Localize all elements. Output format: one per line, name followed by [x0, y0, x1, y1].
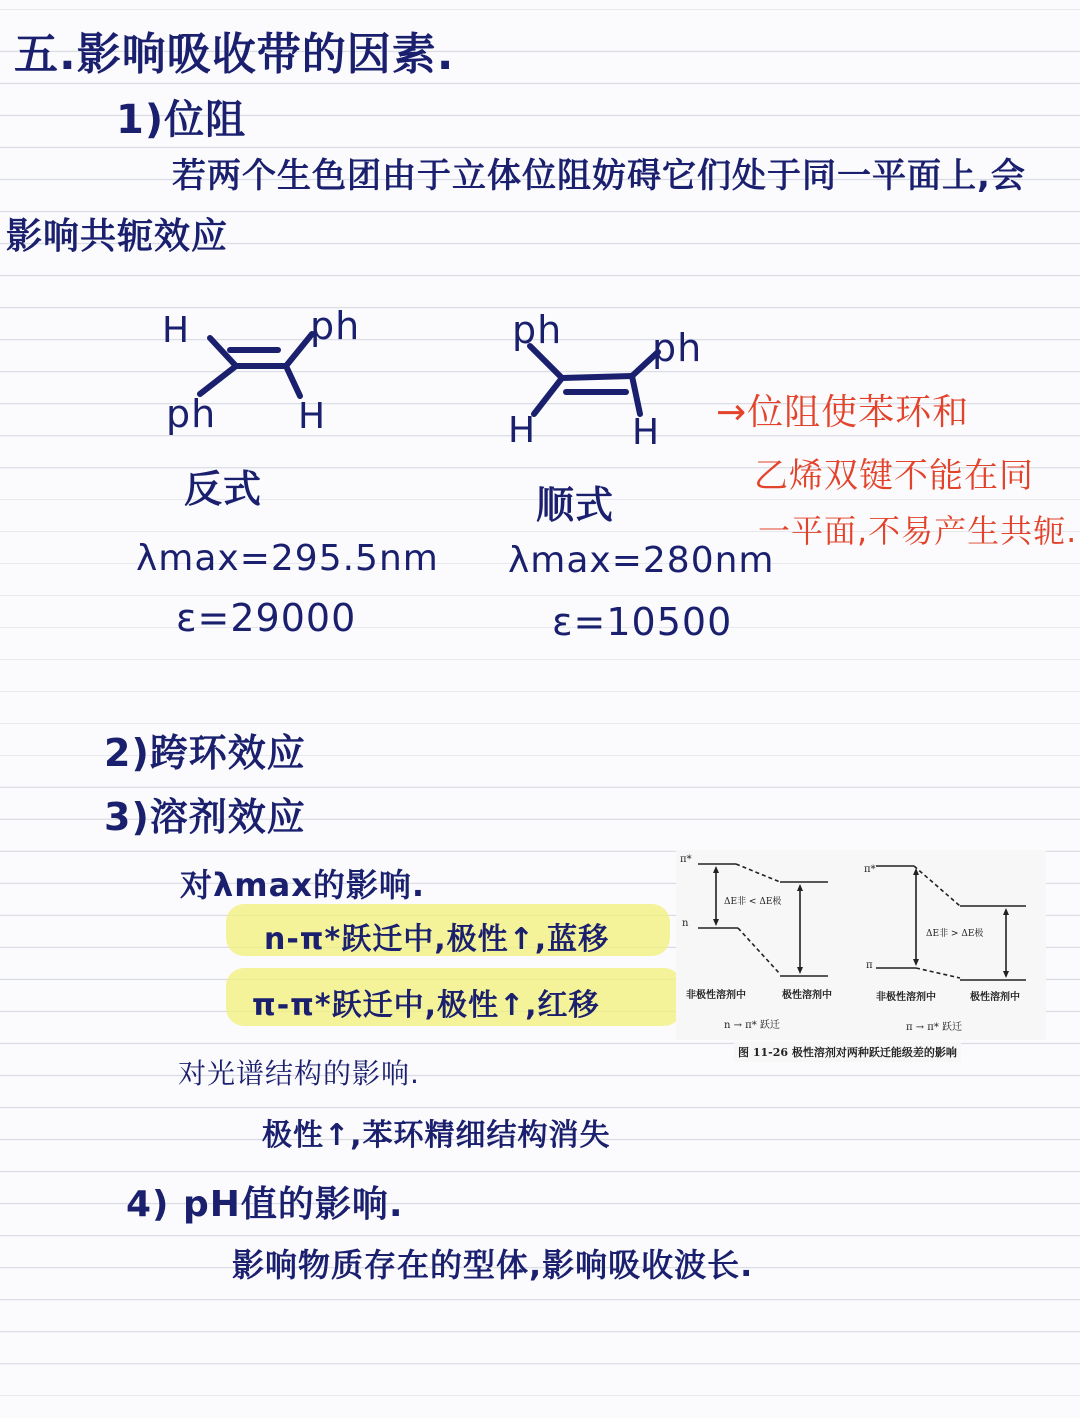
fig-right-pi-label: π: [866, 960, 873, 971]
pi-pi-transition-note: π-π*跃迁中,极性↑,红移: [252, 988, 600, 1023]
fig-left-nonpolar-label: 非极性溶剂中: [686, 990, 746, 1001]
fig-right-nonpolar-label: 非极性溶剂中: [876, 992, 936, 1003]
fig-left-n-label: n: [682, 918, 689, 929]
trans-lambda-max: λmax=295.5nm: [136, 538, 439, 579]
section-4-heading: 4) pH值的影响.: [126, 1184, 404, 1225]
cis-bottom-left-atom: H: [508, 410, 537, 451]
fig-right-polar-label: 极性溶剂中: [970, 992, 1020, 1003]
cis-epsilon: ε=10500: [552, 600, 733, 644]
section-1-heading: 1)位阻: [116, 97, 247, 143]
section-2-heading: 2)跨环效应: [104, 731, 306, 775]
trans-top-left-atom: H: [162, 310, 191, 351]
n-pi-transition-note: n-π*跃迁中,极性↑,蓝移: [264, 922, 610, 957]
cis-isomer-name: 顺式: [536, 483, 615, 527]
cis-top-right-group: ph: [652, 326, 703, 370]
trans-epsilon: ε=29000: [176, 596, 357, 640]
cis-bottom-right-atom: H: [632, 412, 661, 453]
steric-note-line3: 一平面,不易产生共轭.: [758, 512, 1078, 550]
trans-bottom-left-group: ph: [166, 392, 217, 436]
energy-level-diagram: [676, 850, 1046, 1040]
page-title: 五.影响吸收带的因素.: [14, 29, 455, 80]
fig-right-delta-label: ΔE非 > ΔE极: [926, 929, 984, 939]
fig-left-transition-label: n → π* 跃迁: [724, 1020, 780, 1031]
fig-right-transition-label: π → π* 跃迁: [906, 1022, 963, 1033]
lambda-effect-subheading: 对λmax的影响.: [180, 866, 425, 904]
energy-level-figure: [676, 850, 1046, 1040]
cis-top-left-group: ph: [512, 308, 563, 352]
figure-caption: 图 11-26 极性溶剂对两种跃迁能级差的影响: [734, 1042, 961, 1062]
trans-top-right-group: ph: [310, 304, 361, 348]
fig-left-delta-label: ΔE非 < ΔE极: [724, 897, 782, 907]
steric-note-line1: →位阻使苯环和: [716, 392, 970, 433]
fine-structure-note: 极性↑,苯环精细结构消失: [262, 1118, 611, 1153]
section-4-text: 影响物质存在的型体,影响吸收波长.: [232, 1246, 754, 1284]
section-1-text-line1: 若两个生色团由于立体位阻妨碍它们处于同一平面上,会: [172, 156, 1026, 196]
fig-left-polar-label: 极性溶剂中: [782, 990, 832, 1001]
steric-note-line2: 乙烯双键不能在同: [754, 456, 1034, 496]
trans-isomer-name: 反式: [184, 467, 263, 511]
trans-bottom-right-atom: H: [298, 396, 327, 437]
section-3-heading: 3)溶剂效应: [104, 795, 306, 839]
spectrum-structure-subheading: 对光谱结构的影响.: [178, 1057, 420, 1090]
cis-lambda-max: λmax=280nm: [508, 540, 775, 581]
fig-left-pi-star-label: π*: [680, 854, 692, 865]
section-1-text-line2: 影响共轭效应: [6, 216, 229, 257]
fig-right-pi-star-label: π*: [864, 864, 876, 875]
